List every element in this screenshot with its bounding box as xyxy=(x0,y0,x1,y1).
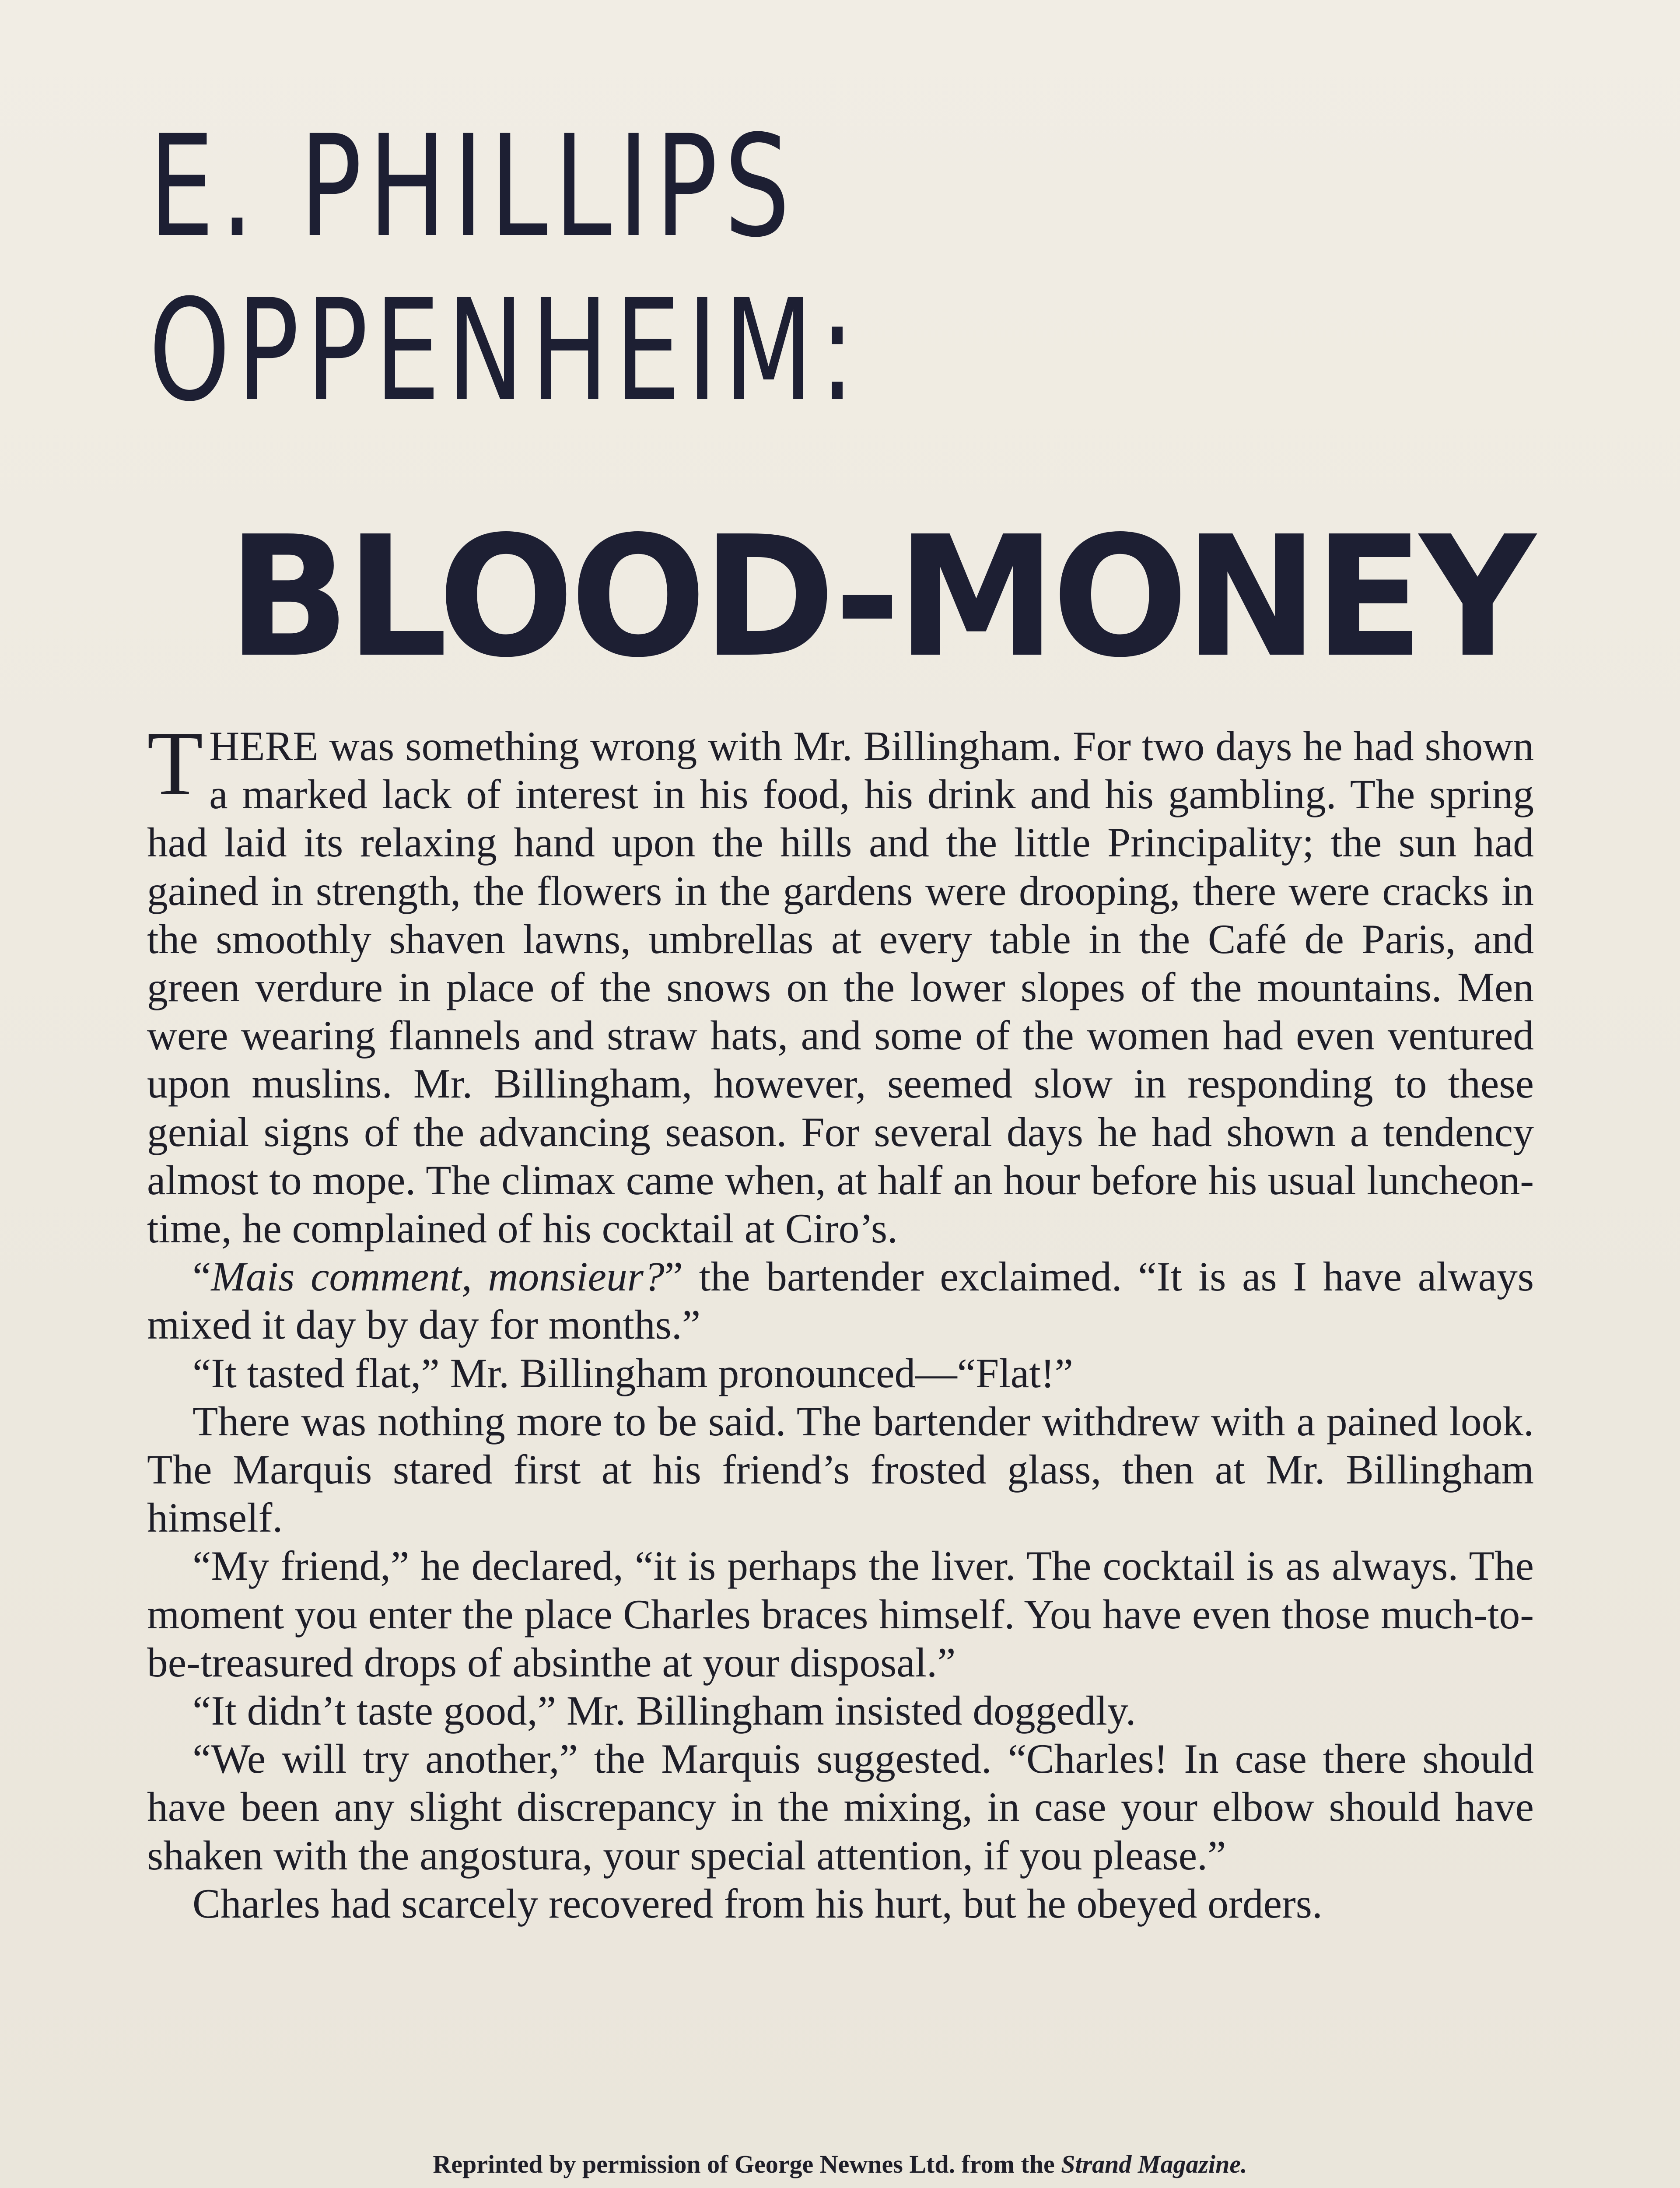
paragraph-2 xyxy=(147,1252,1534,1349)
opening-smallcaps: HERE xyxy=(209,723,318,769)
paragraph-4: There was nothing more to be said. The bartender withdrew with a pained look. The Marquis stared first at his friend’s frosted glass, then at Mr. Billingham himself. xyxy=(147,1398,1534,1541)
paragraph-3: “It tasted flat,” Mr. Billingham pronounced—“Flat!” xyxy=(192,1350,1073,1396)
author-heading xyxy=(149,105,893,433)
paragraph-6: “It didn’t taste good,” Mr. Billingham insisted doggedly. xyxy=(192,1687,1136,1734)
reprint-credit xyxy=(0,2149,1680,2179)
author-line-2: OPPENHEIM: xyxy=(149,270,861,432)
paragraph-2-italic: Mais comment, monsieur? xyxy=(211,1253,665,1300)
author-line-1: E. PHILLIPS xyxy=(149,105,797,268)
paragraph-5: “My friend,” he declared, “it is perhaps the liver. The cocktail is as always. The moment you enter the place Charles braces himself. You have even those much-to-be-treasured drops of absinthe at your disposal.” xyxy=(147,1543,1534,1686)
paragraph-8: Charles had scarcely recovered from his hurt, but he obeyed orders. xyxy=(192,1880,1323,1927)
paragraph-1 xyxy=(147,713,1534,1252)
reprint-credit-source: Strand Magazine. xyxy=(1061,2150,1247,2178)
story-body xyxy=(147,713,1534,1928)
paragraph-1-text: was something wrong with Mr. Billingham. For two days he had shown a marked lack of interest in his food, his drink and his gambling. The spring had laid its relaxing hand upon the hills and the little Principality; the sun had gained in strength, the flowers in the gardens were drooping, there were cracks in the smoothly shaven lawns, umbrellas at every table in the Café de Paris, and green verdure in place of the snows on the lower slopes of the mountains. Men were wearing flannels and straw hats, and some of the women had even ventured upon muslins. Mr. Billingham, however, seemed slow in responding to these genial signs of the advancing season. For several days he had shown a tendency almost to mope. The climax came when, at half an hour before his usual luncheon-time, he complained of his cocktail at Ciro’s. xyxy=(147,723,1534,1252)
paragraph-2-text: ” the bartender exclaimed. “It is as I have always mixed it day by day for months.” xyxy=(147,1253,1534,1348)
paragraph-7: “We will try another,” the Marquis suggested. “Charles! In case there should have been any slight discrepancy in the mixing, in case your elbow should have shaken with the angostura, your special attention, if you please.” xyxy=(147,1736,1534,1879)
story-title: BLOOD-MONEY xyxy=(227,500,1531,694)
reprint-credit-text: Reprinted by permission of George Newnes Ltd. from the xyxy=(433,2150,1061,2178)
paragraph-2-open-quote: “ xyxy=(192,1253,211,1300)
drop-cap: T xyxy=(147,713,203,814)
